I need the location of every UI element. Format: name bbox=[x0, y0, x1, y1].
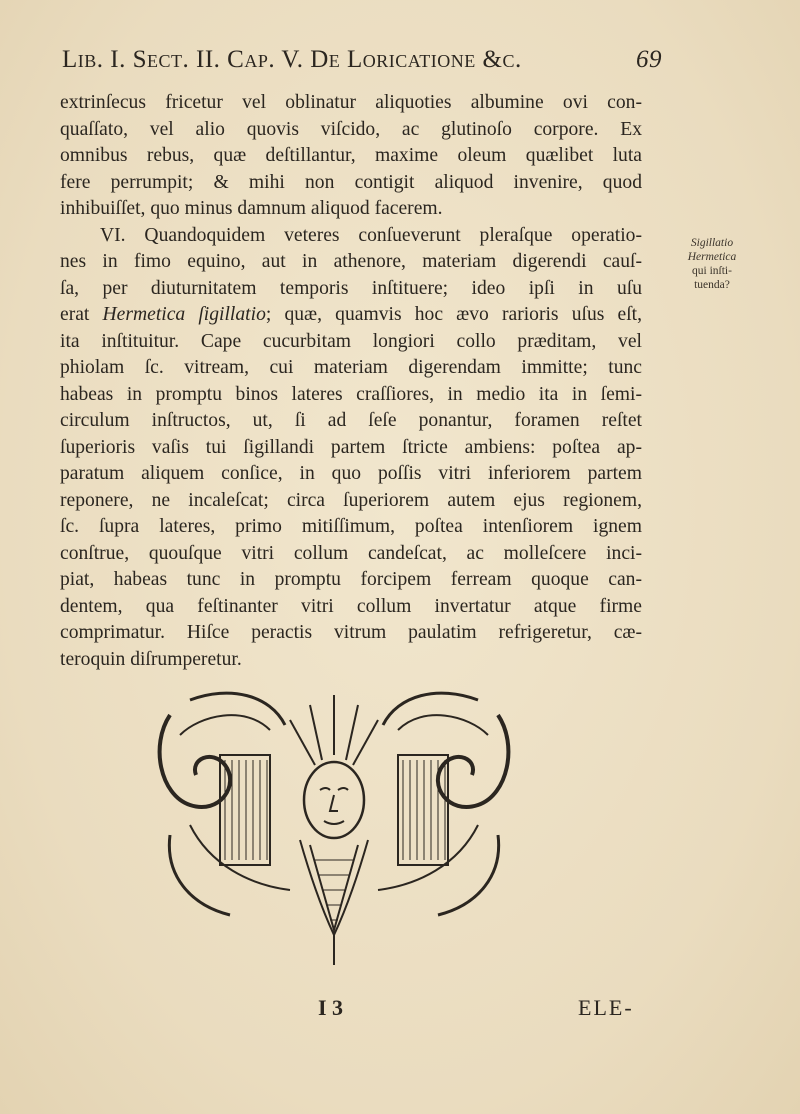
body-text bbox=[60, 90, 642, 673]
text-line: ſuperioris vaſis tui ſigillandi partem ſtricte ambiens: poſtea ap- bbox=[60, 436, 642, 458]
text-line: ita inſtituitur. Cape cucurbitam longiori collo præditam, vel bbox=[60, 330, 642, 352]
text-line: quaſſato, vel alio quovis viſcido, ac glutinoſo corpore. Ex bbox=[60, 118, 642, 140]
text-line: extrinſecus fricetur vel oblinatur aliquoties albumine ovi con- bbox=[60, 92, 642, 113]
text-line: circulum inſtructos, ut, ſi ad ſeſe ponantur, foramen reſtet bbox=[60, 410, 642, 431]
header-title: Lib. I. Sect. II. Cap. V. De Loricatione &c. bbox=[62, 46, 522, 73]
text-line: fere perrumpit; & mihi non contigit aliquod invenire, quod bbox=[60, 171, 642, 193]
text-line: erat Hermetica ſigillatio; quæ, quamvis hoc ævo rarioris uſus eſt, bbox=[60, 304, 642, 325]
text-line: nes in fimo equino, aut in athenore, materiam digerendi cauſ- bbox=[60, 251, 642, 272]
text-line: VI. Quandoquidem veteres conſueverunt pleraſque operatio- bbox=[100, 224, 642, 246]
margin-note-line: Sigillatio bbox=[690, 237, 734, 249]
running-header bbox=[62, 46, 662, 86]
text-line: comprimatur. Hiſce peractis vitrum paulatim refrigeretur, cæ- bbox=[60, 622, 642, 643]
text-line: reponere, ne incaleſcat; circa ſuperiorem autem ejus regionem, bbox=[60, 489, 642, 511]
text-line: inhibuiſſet, quo minus damnum aliquod facerem. bbox=[60, 198, 443, 219]
margin-note bbox=[676, 236, 748, 292]
signature-mark: I 3 bbox=[318, 995, 344, 1020]
margin-note-line: qui inſti- bbox=[692, 265, 732, 277]
text-line: piat, habeas tunc in promptu forcipem ferream quoque can- bbox=[60, 569, 642, 590]
baroque-head-ornament-icon bbox=[150, 675, 518, 975]
text-line: teroquin diſrumperetur. bbox=[60, 648, 242, 670]
text-line: habeas in promptu binos lateres craſſiores, in medio ita in ſemi- bbox=[60, 383, 642, 405]
text-line: dentem, qua feſtinanter vitri collum invertatur atque firme bbox=[60, 595, 642, 617]
page-number: 69 bbox=[636, 46, 662, 73]
text-line: omnibus rebus, quæ deſtillantur, maxime oleum quælibet luta bbox=[60, 145, 642, 166]
catchword: ELE- bbox=[578, 995, 634, 1020]
margin-note-line: tuenda? bbox=[694, 279, 730, 291]
margin-note-line: Hermetica bbox=[687, 251, 737, 263]
text-line: paratum aliquem conſice, in quo poſſis vitri inferiorem partem bbox=[60, 463, 642, 484]
text-line: ſc. ſupra lateres, primo mitiſſimum, poſtea intenſiorem ignem bbox=[60, 516, 642, 537]
text-line: ſa, per diuturnitatem temporis inſtituere; ideo ipſi in uſu bbox=[60, 277, 642, 299]
text-line: conſtrue, quouſque vitri collum candeſcat, ac molleſcere inci- bbox=[60, 542, 642, 564]
text-line: phiolam ſc. vitream, cui materiam digerendam immitte; tunc bbox=[60, 357, 642, 378]
